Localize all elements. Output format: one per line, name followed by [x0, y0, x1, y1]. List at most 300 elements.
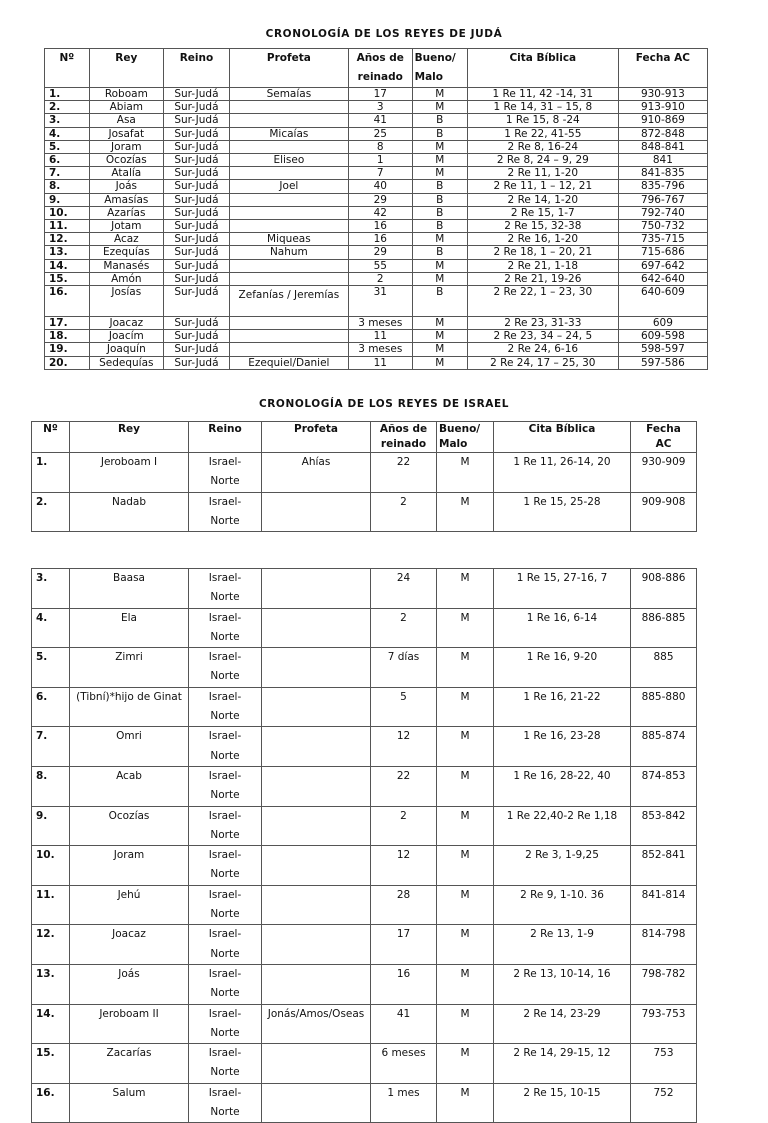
- good-bad: M: [437, 727, 494, 767]
- bueno-header-line1: Bueno/: [414, 52, 456, 64]
- table-row: [45, 206, 708, 219]
- bible-citation: 1 Re 15, 8 -24: [467, 114, 618, 127]
- kingdom-line2: Norte: [210, 1066, 240, 1079]
- israel-table-part2: [31, 568, 697, 1123]
- kingdom-line1: Israel-: [208, 730, 242, 743]
- date-bc: 835-796: [618, 180, 707, 193]
- col-anos-header: [348, 49, 412, 88]
- row-number: 13.: [45, 246, 90, 259]
- king-name: Amón: [89, 272, 163, 285]
- date-bc: 793-753: [631, 1004, 697, 1044]
- bible-citation: 2 Re 24, 6-16: [467, 343, 618, 356]
- date-bc: 885-874: [631, 727, 697, 767]
- date-bc: 715-686: [618, 246, 707, 259]
- kingdom: Sur-Judá: [164, 206, 230, 219]
- kingdom-line1: Israel-: [208, 651, 242, 664]
- prophet: [229, 343, 348, 356]
- king-name: Sedequías: [89, 356, 163, 369]
- kingdom: Sur-Judá: [164, 317, 230, 330]
- row-number: 10.: [45, 206, 90, 219]
- date-bc: 852-841: [631, 846, 697, 886]
- prophet: [262, 687, 371, 727]
- reign-years: 22: [371, 766, 437, 806]
- row-number: 19.: [45, 343, 90, 356]
- table-row: [45, 167, 708, 180]
- prophet: [262, 492, 371, 532]
- kingdom: [189, 492, 262, 532]
- kingdom-line1: Israel-: [208, 456, 242, 468]
- kingdom-line2: Norte: [210, 710, 240, 723]
- kingdom: [189, 766, 262, 806]
- good-bad: B: [412, 246, 467, 259]
- israel-table-body-part1: [32, 453, 697, 532]
- reign-years: 2: [371, 608, 437, 648]
- bible-citation: 2 Re 14, 23-29: [494, 1004, 631, 1044]
- date-bc: 735-715: [618, 233, 707, 246]
- good-bad: M: [437, 766, 494, 806]
- juda-title: CRONOLOGÍA DE LOS REYES DE JUDÁ: [265, 28, 503, 40]
- date-bc: 853-842: [631, 806, 697, 846]
- kingdom-line1: Israel-: [208, 1047, 242, 1060]
- prophet: Micaías: [229, 127, 348, 140]
- date-bc: 609: [618, 317, 707, 330]
- row-number: 13.: [32, 964, 70, 1004]
- kingdom-line1: Israel-: [208, 809, 242, 822]
- col-reino-header: Reino: [164, 49, 230, 88]
- reign-years: 12: [371, 846, 437, 886]
- prophet: [262, 885, 371, 925]
- date-bc: 609-598: [618, 330, 707, 343]
- table-row: [32, 727, 697, 767]
- good-bad: M: [412, 88, 467, 101]
- date-bc: 930-913: [618, 88, 707, 101]
- col-profeta-header: Profeta: [229, 49, 348, 88]
- row-number: 9.: [32, 806, 70, 846]
- good-bad: M: [412, 233, 467, 246]
- king-name: Joacaz: [89, 317, 163, 330]
- row-number: 2.: [32, 492, 70, 532]
- table-row: [45, 286, 708, 317]
- row-number: 5.: [32, 648, 70, 688]
- kingdom: [189, 806, 262, 846]
- row-number: 6.: [45, 154, 90, 167]
- row-number: 12.: [32, 925, 70, 965]
- juda-table: [44, 48, 708, 370]
- kingdom: [189, 964, 262, 1004]
- reign-years: 29: [348, 193, 412, 206]
- kingdom-line2: Norte: [210, 630, 240, 643]
- king-name: Joás: [89, 180, 163, 193]
- kingdom: Sur-Judá: [164, 180, 230, 193]
- kingdom-line1: Israel-: [208, 888, 242, 901]
- good-bad: M: [437, 885, 494, 925]
- table-row: [45, 343, 708, 356]
- king-name: Acab: [70, 766, 189, 806]
- col-fecha-header: [631, 422, 697, 453]
- king-name: Zimri: [70, 648, 189, 688]
- row-number: 1.: [32, 453, 70, 493]
- anos-header-line2: reinado: [357, 71, 403, 83]
- date-bc: 910-869: [618, 114, 707, 127]
- fecha-header-line1: Fecha: [646, 423, 681, 435]
- prophet: Semaías: [229, 88, 348, 101]
- king-name: (Tibní)*hijo de Ginat: [70, 687, 189, 727]
- king-name: Ocozías: [89, 154, 163, 167]
- row-number: 10.: [32, 846, 70, 886]
- row-number: 1.: [45, 88, 90, 101]
- anos-header-line1: Años de: [356, 52, 404, 64]
- bible-citation: 2 Re 16, 1-20: [467, 233, 618, 246]
- kingdom-line1: Israel-: [208, 611, 242, 624]
- kingdom: [189, 1044, 262, 1084]
- bible-citation: 1 Re 14, 31 – 15, 8: [467, 101, 618, 114]
- kingdom: Sur-Judá: [164, 88, 230, 101]
- israel-table-body-part2: [32, 569, 697, 1123]
- reign-years: 17: [371, 925, 437, 965]
- table-row: [32, 846, 697, 886]
- table-row: [45, 233, 708, 246]
- reign-years: 28: [371, 885, 437, 925]
- anos-header-line1: Años de: [379, 423, 428, 435]
- date-bc: 909-908: [631, 492, 697, 532]
- kingdom: Sur-Judá: [164, 101, 230, 114]
- bible-citation: 2 Re 11, 1-20: [467, 167, 618, 180]
- good-bad: B: [412, 193, 467, 206]
- table-row: [45, 101, 708, 114]
- prophet: [229, 220, 348, 233]
- good-bad: M: [412, 330, 467, 343]
- col-rey-header: Rey: [89, 49, 163, 88]
- table-row: [45, 88, 708, 101]
- king-name: Josías: [89, 286, 163, 317]
- good-bad: M: [412, 317, 467, 330]
- table-row: [45, 246, 708, 259]
- kingdom: Sur-Judá: [164, 343, 230, 356]
- prophet: [262, 608, 371, 648]
- col-anos-header: [371, 422, 437, 453]
- reign-years: 2: [371, 492, 437, 532]
- reign-years: 7 días: [371, 648, 437, 688]
- good-bad: B: [412, 220, 467, 233]
- kingdom: Sur-Judá: [164, 259, 230, 272]
- prophet: [262, 846, 371, 886]
- row-number: 7.: [45, 167, 90, 180]
- good-bad: M: [437, 1083, 494, 1123]
- kingdom-line2: Norte: [210, 749, 240, 762]
- king-name: Asa: [89, 114, 163, 127]
- bible-citation: 2 Re 9, 1-10. 36: [494, 885, 631, 925]
- prophet: [229, 114, 348, 127]
- row-number: 7.: [32, 727, 70, 767]
- king-name: Joás: [70, 964, 189, 1004]
- bible-citation: 1 Re 22, 41-55: [467, 127, 618, 140]
- kingdom-line1: Israel-: [208, 1007, 242, 1020]
- table-row: [45, 317, 708, 330]
- table-row: [32, 453, 697, 493]
- reign-years: 1: [348, 154, 412, 167]
- kingdom: [189, 727, 262, 767]
- date-bc: 752: [631, 1083, 697, 1123]
- good-bad: M: [412, 259, 467, 272]
- reign-years: 7: [348, 167, 412, 180]
- col-reino-header: Reino: [189, 422, 262, 453]
- bible-citation: 1 Re 15, 27-16, 7: [494, 569, 631, 609]
- col-fecha-header: Fecha AC: [618, 49, 707, 88]
- bible-citation: 2 Re 23, 34 – 24, 5: [467, 330, 618, 343]
- king-name: Josafat: [89, 127, 163, 140]
- reign-years: 3 meses: [348, 343, 412, 356]
- king-name: Jotam: [89, 220, 163, 233]
- kingdom: Sur-Judá: [164, 356, 230, 369]
- date-bc: 841-835: [618, 167, 707, 180]
- bible-citation: 2 Re 11, 1 – 12, 21: [467, 180, 618, 193]
- bible-citation: 2 Re 3, 1-9,25: [494, 846, 631, 886]
- kingdom-line2: Norte: [210, 908, 240, 921]
- king-name: Nadab: [70, 492, 189, 532]
- row-number: 16.: [45, 286, 90, 317]
- bible-citation: 1 Re 16, 23-28: [494, 727, 631, 767]
- king-name: Amasías: [89, 193, 163, 206]
- kingdom-line1: Israel-: [208, 967, 242, 980]
- good-bad: M: [437, 1044, 494, 1084]
- reign-years: 11: [348, 330, 412, 343]
- good-bad: M: [412, 356, 467, 369]
- prophet: [262, 1044, 371, 1084]
- prophet: Miqueas: [229, 233, 348, 246]
- kingdom-line1: Israel-: [208, 928, 242, 941]
- kingdom-line2: Norte: [210, 591, 240, 604]
- kingdom-line2: Norte: [210, 1026, 240, 1039]
- reign-years: 55: [348, 259, 412, 272]
- date-bc: 872-848: [618, 127, 707, 140]
- reign-years: 1 mes: [371, 1083, 437, 1123]
- israel-title: CRONOLOGÍA DE LOS REYES DE ISRAEL: [258, 398, 510, 410]
- row-number: 6.: [32, 687, 70, 727]
- kingdom: [189, 569, 262, 609]
- row-number: 15.: [32, 1044, 70, 1084]
- prophet: [229, 259, 348, 272]
- prophet: [229, 101, 348, 114]
- king-name: Abiam: [89, 101, 163, 114]
- prophet: Nahum: [229, 246, 348, 259]
- prophet: [229, 167, 348, 180]
- kingdom-line2: Norte: [210, 987, 240, 1000]
- good-bad: M: [437, 806, 494, 846]
- kingdom: [189, 885, 262, 925]
- table-row: [45, 180, 708, 193]
- kingdom-line1: Israel-: [208, 849, 242, 862]
- bueno-header-line1: Bueno/: [439, 423, 481, 435]
- king-name: Roboam: [89, 88, 163, 101]
- anos-header-line2: reinado: [380, 438, 427, 450]
- king-name: Ocozías: [70, 806, 189, 846]
- bible-citation: 1 Re 11, 26-14, 20: [494, 453, 631, 493]
- prophet: Zefanías / Jeremías: [229, 286, 348, 317]
- prophet: [262, 727, 371, 767]
- date-bc: 753: [631, 1044, 697, 1084]
- good-bad: M: [412, 167, 467, 180]
- bible-citation: 2 Re 8, 24 – 9, 29: [467, 154, 618, 167]
- kingdom: [189, 1083, 262, 1123]
- kingdom: Sur-Judá: [164, 127, 230, 140]
- bible-citation: 2 Re 24, 17 – 25, 30: [467, 356, 618, 369]
- bueno-header-line2: Malo: [414, 71, 443, 83]
- bible-citation: 2 Re 22, 1 – 23, 30: [467, 286, 618, 317]
- bible-citation: 2 Re 23, 31-33: [467, 317, 618, 330]
- kingdom-line2: Norte: [210, 789, 240, 802]
- good-bad: M: [412, 343, 467, 356]
- date-bc: 885: [631, 648, 697, 688]
- kingdom: Sur-Judá: [164, 220, 230, 233]
- prophet: [229, 272, 348, 285]
- king-name: Jehú: [70, 885, 189, 925]
- good-bad: M: [437, 569, 494, 609]
- table-row: [45, 127, 708, 140]
- table-row: [45, 220, 708, 233]
- table-row: [32, 964, 697, 1004]
- bible-citation: 2 Re 21, 1-18: [467, 259, 618, 272]
- date-bc: 640-609: [618, 286, 707, 317]
- table-row: [32, 925, 697, 965]
- kingdom: Sur-Judá: [164, 272, 230, 285]
- juda-table-body: [45, 88, 708, 370]
- kingdom: [189, 846, 262, 886]
- prophet: [262, 766, 371, 806]
- prophet: [262, 925, 371, 965]
- bible-citation: 2 Re 21, 19-26: [467, 272, 618, 285]
- row-number: 8.: [32, 766, 70, 806]
- prophet: [229, 193, 348, 206]
- prophet: Jonás/Amos/Oseas: [262, 1004, 371, 1044]
- date-bc: 848-841: [618, 140, 707, 153]
- good-bad: M: [437, 608, 494, 648]
- prophet: [262, 964, 371, 1004]
- kingdom-line2: Norte: [210, 475, 240, 488]
- reign-years: 8: [348, 140, 412, 153]
- bible-citation: 2 Re 18, 1 – 20, 21: [467, 246, 618, 259]
- table-row: [32, 1083, 697, 1123]
- good-bad: M: [412, 272, 467, 285]
- date-bc: 913-910: [618, 101, 707, 114]
- bible-citation: 1 Re 16, 21-22: [494, 687, 631, 727]
- kingdom: [189, 648, 262, 688]
- king-name: Zacarías: [70, 1044, 189, 1084]
- kingdom-line1: Israel-: [208, 572, 242, 584]
- row-number: 4.: [32, 608, 70, 648]
- row-number: 4.: [45, 127, 90, 140]
- good-bad: M: [437, 687, 494, 727]
- good-bad: M: [412, 101, 467, 114]
- king-name: Salum: [70, 1083, 189, 1123]
- king-name: Jeroboam I: [70, 453, 189, 493]
- bible-citation: 2 Re 8, 16-24: [467, 140, 618, 153]
- prophet: Joel: [229, 180, 348, 193]
- good-bad: B: [412, 206, 467, 219]
- king-name: Joram: [89, 140, 163, 153]
- kingdom: Sur-Judá: [164, 330, 230, 343]
- kingdom: Sur-Judá: [164, 246, 230, 259]
- king-name: Azarías: [89, 206, 163, 219]
- table-row: [45, 114, 708, 127]
- date-bc: 886-885: [631, 608, 697, 648]
- kingdom-line2: Norte: [210, 670, 240, 683]
- reign-years: 25: [348, 127, 412, 140]
- king-name: Joram: [70, 846, 189, 886]
- juda-header-row: [45, 49, 708, 88]
- reign-years: 16: [348, 233, 412, 246]
- row-number: 16.: [32, 1083, 70, 1123]
- table-row: [45, 272, 708, 285]
- kingdom-line1: Israel-: [208, 1086, 242, 1099]
- reign-years: 6 meses: [371, 1044, 437, 1084]
- bible-citation: 2 Re 15, 32-38: [467, 220, 618, 233]
- date-bc: 930-909: [631, 453, 697, 493]
- bible-citation: 2 Re 15, 10-15: [494, 1083, 631, 1123]
- kingdom: Sur-Judá: [164, 286, 230, 317]
- bible-citation: 2 Re 13, 1-9: [494, 925, 631, 965]
- bible-citation: 2 Re 14, 1-20: [467, 193, 618, 206]
- kingdom-line2: Norte: [210, 947, 240, 960]
- kingdom: Sur-Judá: [164, 167, 230, 180]
- reign-years: 3: [348, 101, 412, 114]
- kingdom-line2: Norte: [210, 828, 240, 841]
- col-bueno-header: [412, 49, 467, 88]
- good-bad: B: [412, 127, 467, 140]
- table-row: [32, 1044, 697, 1084]
- col-cita-header: Cita Bíblica: [467, 49, 618, 88]
- king-name: Jeroboam II: [70, 1004, 189, 1044]
- good-bad: M: [412, 154, 467, 167]
- good-bad: M: [437, 453, 494, 493]
- prophet: [262, 1083, 371, 1123]
- date-bc: 792-740: [618, 206, 707, 219]
- row-number: 20.: [45, 356, 90, 369]
- date-bc: 908-886: [631, 569, 697, 609]
- row-number: 14.: [45, 259, 90, 272]
- prophet: [262, 648, 371, 688]
- table-row: [45, 140, 708, 153]
- col-num-header: Nº: [45, 49, 90, 88]
- prophet: [262, 806, 371, 846]
- prophet: [229, 330, 348, 343]
- bible-citation: 2 Re 14, 29-15, 12: [494, 1044, 631, 1084]
- date-bc: 841: [618, 154, 707, 167]
- kingdom-line2: Norte: [210, 868, 240, 881]
- table-row: [32, 492, 697, 532]
- col-num-header: Nº: [32, 422, 70, 453]
- reign-years: 42: [348, 206, 412, 219]
- king-name: Atalía: [89, 167, 163, 180]
- bible-citation: 1 Re 22,40-2 Re 1,18: [494, 806, 631, 846]
- king-name: Joacím: [89, 330, 163, 343]
- date-bc: 841-814: [631, 885, 697, 925]
- table-row: [32, 648, 697, 688]
- table-row: [45, 154, 708, 167]
- kingdom: Sur-Judá: [164, 233, 230, 246]
- table-row: [45, 330, 708, 343]
- prophet: Eliseo: [229, 154, 348, 167]
- table-row: [32, 687, 697, 727]
- king-name: Baasa: [70, 569, 189, 609]
- bible-citation: 1 Re 11, 42 -14, 31: [467, 88, 618, 101]
- table-row: [32, 608, 697, 648]
- row-number: 15.: [45, 272, 90, 285]
- date-bc: 798-782: [631, 964, 697, 1004]
- row-number: 5.: [45, 140, 90, 153]
- kingdom: Sur-Judá: [164, 140, 230, 153]
- bible-citation: 2 Re 13, 10-14, 16: [494, 964, 631, 1004]
- good-bad: M: [437, 964, 494, 1004]
